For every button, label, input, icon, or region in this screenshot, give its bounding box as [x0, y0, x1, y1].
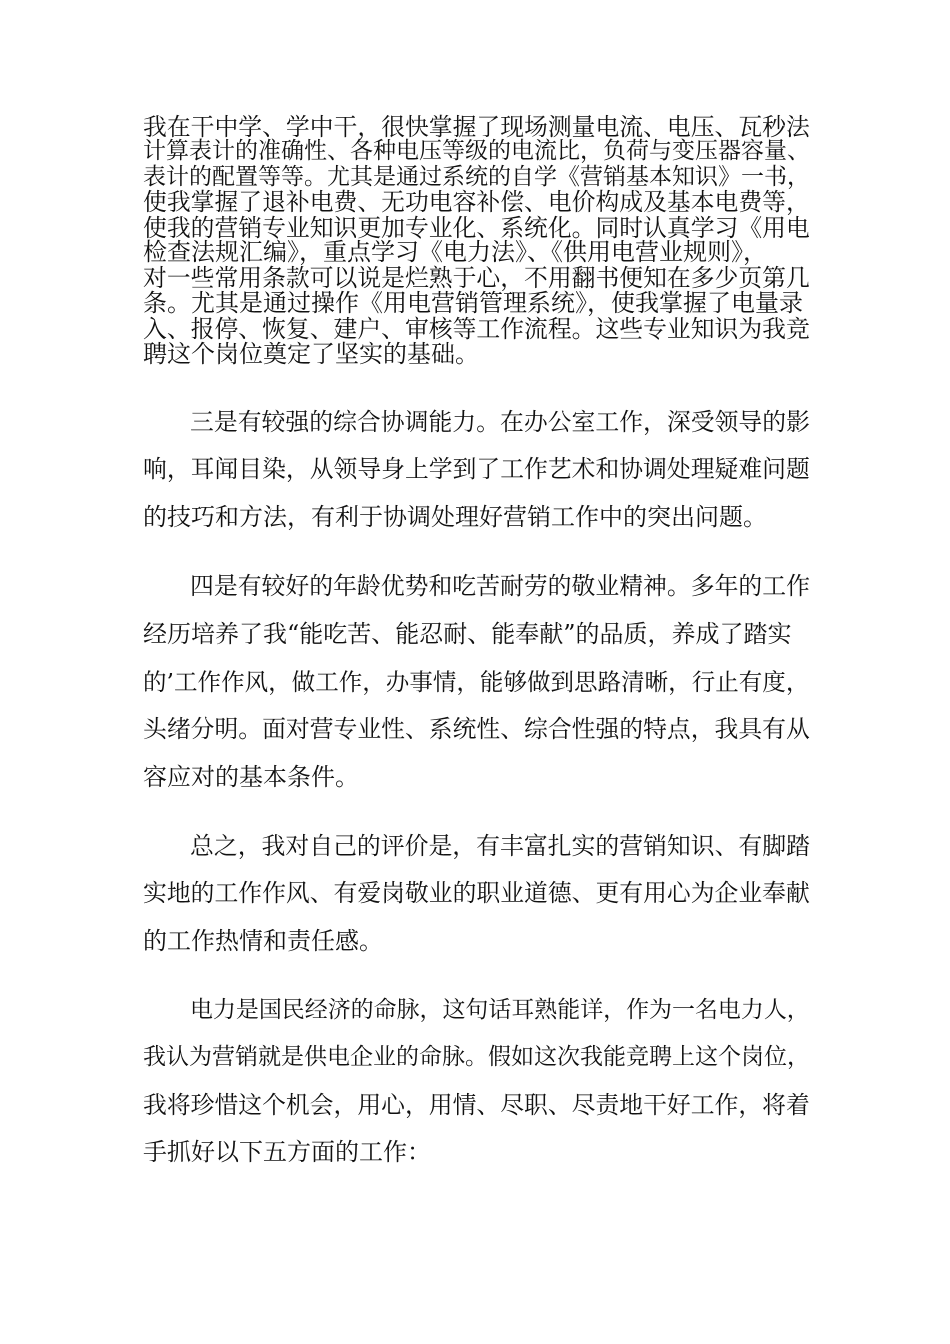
text-line: 我在干中学、学中干，很快掌握了现场测量电流、电压、瓦秒法 — [143, 113, 810, 141]
text-line: 我将珍惜这个机会，用心，用情、尽职、尽责地干好工作，将着 — [143, 1091, 810, 1119]
text-line: 容应对的基本条件。 — [143, 763, 359, 791]
text-line: 手抓好以下五方面的工作： — [143, 1138, 431, 1166]
text-line: 表计的配置等等。尤其是通过系统的自学《营销基本知识》一书， — [143, 164, 810, 190]
text-line: 条。尤其是通过操作《用电营销管理系统》，使我掌握了电量录 — [143, 289, 803, 317]
text-line: 计算表计的准确性、各种电压等级的电流比，负荷与变压器容量、 — [143, 138, 810, 164]
text-line: 聘这个岗位奠定了坚实的基础。 — [143, 340, 479, 368]
text-line: 的’工作作风，做工作，办事情，能够做到思路清晰，行止有度， — [143, 668, 810, 696]
text-line: 总之，我对自己的评价是，有丰富扎实的营销知识、有脚踏 — [190, 832, 810, 860]
text-line: 对一些常用条款可以说是烂熟于心，不用翻书便知在多少页第几 — [143, 264, 810, 292]
text-line: 的技巧和方法，有利于协调处理好营销工作中的突出问题。 — [143, 503, 767, 531]
text-line: 使我掌握了退补电费、无功电容补偿、电价构成及基本电费等， — [143, 188, 810, 216]
text-line: 电力是国民经济的命脉，这句话耳熟能详，作为一名电力人， — [190, 997, 810, 1023]
text-line: 三是有较强的综合协调能力。在办公室工作，深受领导的影 — [190, 408, 810, 436]
text-line: 我认为营销就是供电企业的命脉。假如这次我能竞聘上这个岗位， — [143, 1044, 810, 1070]
text-line: 使我的营销专业知识更加专业化、系统化。同时认真学习《用电 — [143, 214, 810, 242]
text-line: 的工作热情和责任感。 — [143, 927, 383, 955]
text-line: 经历培养了我“能吃苦、能忍耐、能奉献”的品质，养成了踏实 — [143, 620, 792, 648]
text-line: 响，耳闻目染，从领导身上学到了工作艺术和协调处理疑难问题 — [143, 455, 810, 483]
text-line: 头绪分明。面对营专业性、系统性、综合性强的特点，我具有从 — [143, 715, 810, 743]
text-line: 入、报停、恢复、建户、审核等工作流程。这些专业知识为我竞 — [143, 315, 810, 343]
text-line: 检查法规汇编》，重点学习《电力法》、《供用电营业规则》， — [143, 238, 767, 266]
text-line: 四是有较好的年龄优势和吃苦耐劳的敬业精神。多年的工作 — [190, 572, 810, 600]
text-line: 实地的工作作风、有爱岗敬业的职业道德、更有用心为企业奉献 — [143, 879, 810, 907]
